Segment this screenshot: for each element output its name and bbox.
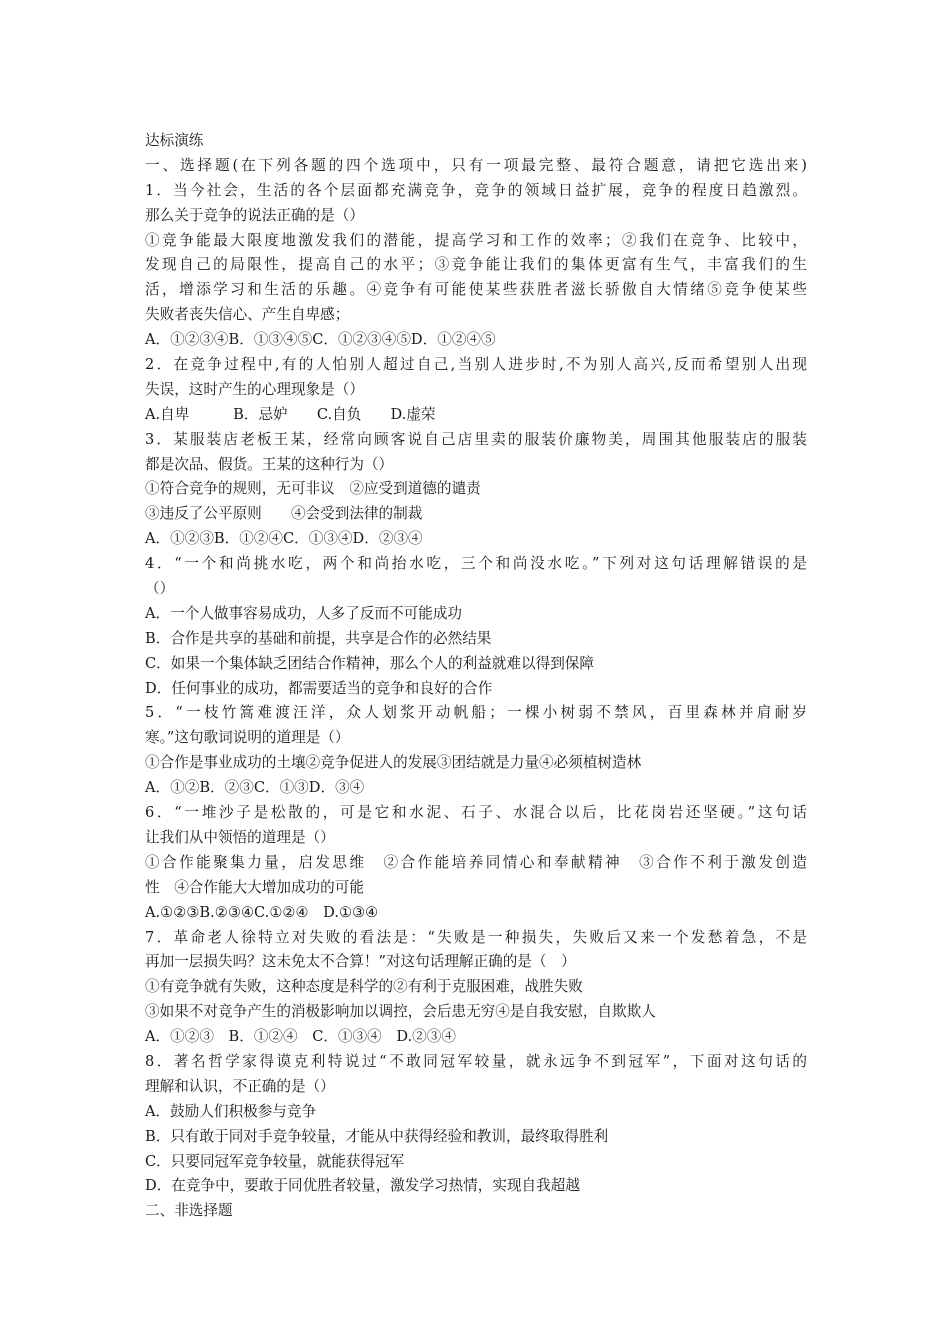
text-line: 失误，这时产生的心理现象是（） <box>145 380 364 398</box>
text-line: A．①②③B．①②④C．①③④D．②③④ <box>145 530 423 548</box>
text-line: 2．在竞争过程中,有的人怕别人超过自己,当别人进步时,不为别人高兴,反而希望别人出现 <box>145 356 807 374</box>
text-line: 失败者丧失信心、产生自卑感； <box>145 306 350 324</box>
text-line: 3．某服装店老板王某，经常向顾客说自己店里卖的服装价廉物美，周围其他服装店的服装 <box>145 430 807 448</box>
text-line: 寒。”这句歌词说明的道理是（） <box>145 729 350 747</box>
text-line: 一、选择题(在下列各题的四个选项中，只有一项最完整、最符合题意，请把它选出来) <box>145 156 807 174</box>
text-line: C．只要同冠军竞争较量，就能获得冠军 <box>145 1152 405 1170</box>
text-line: 都是次品、假货。王某的这种行为（） <box>145 455 394 473</box>
text-line: A．①②B．②③C．①③D．③④ <box>145 779 365 797</box>
text-line: 1．当今社会，生活的各个层面都充满竞争，竞争的领域日益扩展，竞争的程度日趋激烈。 <box>145 181 807 199</box>
text-line: ①合作是事业成功的土壤②竞争促进人的发展③团结就是力量④必须植树造林 <box>145 754 642 772</box>
text-line: 8．著名哲学家得谟克利特说过“不敢同冠军较量，就永远争不到冠军”，下面对这句话的 <box>145 1052 807 1070</box>
document-title: 达标演练 <box>145 132 204 149</box>
text-line: ①合作能聚集力量，启发思维 ②合作能培养同情心和奉献精神 ③合作不利于激发创造 <box>145 853 807 871</box>
text-line: 活，增添学习和生活的乐趣。④竞争有可能使某些获胜者滋长骄傲自大情绪⑤竞争使某些 <box>145 281 807 299</box>
text-line: C．如果一个集体缺乏团结合作精神，那么个人的利益就难以得到保障 <box>145 654 594 672</box>
text-line: A.①②③B.②③④C.①②④ D.①③④ <box>145 903 379 921</box>
text-line: A．一个人做事容易成功，人多了反而不可能成功 <box>145 604 463 622</box>
text-line: 发现自己的局限性，提高自己的水平；③竞争能让我们的集体更富有生气，丰富我们的生 <box>145 256 807 274</box>
text-line: 4．“一个和尚挑水吃，两个和尚抬水吃，三个和尚没水吃。”下列对这句话理解错误的是 <box>145 555 807 573</box>
document-page <box>145 129 807 1224</box>
text-line: 7．革命老人徐特立对失败的看法是：“失败是一种损失，失败后又来一个发愁着急，不是 <box>145 928 807 946</box>
text-line: ③如果不对竞争产生的消极影响加以调控，会后患无穷④是自我安慰，自欺欺人 <box>145 1003 656 1021</box>
text-line: D．在竞争中，要敢于同优胜者较量，激发学习热情，实现自我超越 <box>145 1177 580 1195</box>
document-body <box>145 154 807 1224</box>
text-line: 性 ④合作能大大增加成功的可能 <box>145 878 364 896</box>
text-line: A．①②③ B．①②④ C．①③④ D.②③④ <box>145 1028 456 1046</box>
text-line: 那么关于竞争的说法正确的是（） <box>145 206 364 224</box>
text-line: ③违反了公平原则 ④会受到法律的制裁 <box>145 505 423 523</box>
text-line: ①竞争能最大限度地激发我们的潜能，提高学习和工作的效率；②我们在竞争、比较中， <box>145 231 807 249</box>
text-line: 让我们从中领悟的道理是（） <box>145 828 335 846</box>
text-line: （） <box>145 580 175 598</box>
text-line: A．鼓励人们积极参与竞争 <box>145 1102 317 1120</box>
text-line: 二、非选择题 <box>145 1202 233 1220</box>
text-line: B．合作是共享的基础和前提，共享是合作的必然结果 <box>145 629 492 647</box>
text-line: B．只有敢于同对手竞争较量，才能从中获得经验和教训，最终取得胜利 <box>145 1127 609 1145</box>
text-line: A.自卑 B．忌妒 C.自负 D.虚荣 <box>145 405 436 423</box>
text-line: 理解和认识，不正确的是（） <box>145 1077 335 1095</box>
text-line: A．①②③④B．①③④⑤C．①②③④⑤D．①②④⑤ <box>145 331 496 349</box>
text-line: ①有竞争就有失败，这种态度是科学的②有利于克服困难，战胜失败 <box>145 978 583 996</box>
text-line: D．任何事业的成功，都需要适当的竞争和良好的合作 <box>145 679 493 697</box>
text-line: 5．“一枝竹篙难渡汪洋，众人划浆开动帆船；一棵小树弱不禁风，百里森林并肩耐岁 <box>145 704 807 722</box>
text-line: 6．“一堆沙子是松散的，可是它和水泥、石子、水混合以后，比花岗岩还坚硬。”这句话 <box>145 804 807 822</box>
text-line: 再加一层损失吗？这未免太不合算！”对这句话理解正确的是（ ） <box>145 953 576 971</box>
text-line: ①符合竞争的规则，无可非议 ②应受到道德的谴责 <box>145 480 481 498</box>
